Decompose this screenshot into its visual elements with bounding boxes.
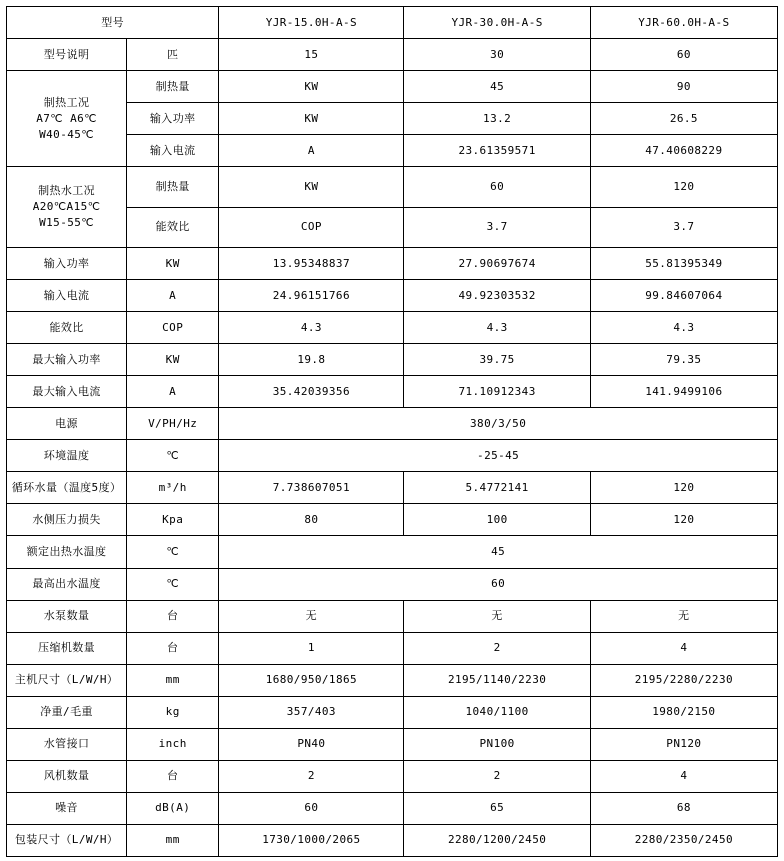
row-value: 60 bbox=[590, 39, 777, 71]
row-value: YJR-15.0H-A-S bbox=[219, 7, 404, 39]
row-value: 80 bbox=[219, 504, 404, 536]
row-unit: KW bbox=[127, 344, 219, 376]
row-label: 水侧压力损失 bbox=[7, 504, 127, 536]
condition-line: 制热水工况 bbox=[38, 184, 96, 198]
row-value: 49.92303532 bbox=[404, 280, 590, 312]
row-value: 2280/1200/2450 bbox=[404, 824, 590, 856]
condition-group-hotwater bbox=[7, 167, 127, 248]
table-row bbox=[7, 472, 778, 504]
row-unit: dB(A) bbox=[127, 792, 219, 824]
row-value: 13.95348837 bbox=[219, 248, 404, 280]
row-label: 水管接口 bbox=[7, 728, 127, 760]
row-label: 循环水量（温度5度） bbox=[7, 472, 127, 504]
table-row bbox=[7, 504, 778, 536]
table-row bbox=[7, 792, 778, 824]
row-unit: kg bbox=[127, 696, 219, 728]
condition-line: A7℃ A6℃ bbox=[36, 111, 97, 125]
row-unit: KW bbox=[127, 248, 219, 280]
row-value-merged: 380/3/50 bbox=[219, 408, 778, 440]
row-value: 4 bbox=[590, 760, 777, 792]
row-value: 90 bbox=[590, 71, 777, 103]
row-value-merged: 60 bbox=[219, 568, 778, 600]
row-value: 无 bbox=[404, 600, 590, 632]
table-row bbox=[7, 760, 778, 792]
row-label: 电源 bbox=[7, 408, 127, 440]
row-unit: KW bbox=[219, 71, 404, 103]
row-unit: 台 bbox=[127, 632, 219, 664]
table-row bbox=[7, 71, 778, 103]
row-label: 水泵数量 bbox=[7, 600, 127, 632]
row-value: 5.4772141 bbox=[404, 472, 590, 504]
condition-line: W15-55℃ bbox=[39, 216, 95, 230]
row-value: 1040/1100 bbox=[404, 696, 590, 728]
row-label: 型号 bbox=[7, 7, 219, 39]
row-value: 19.8 bbox=[219, 344, 404, 376]
row-label: 净重/毛重 bbox=[7, 696, 127, 728]
table-row bbox=[7, 280, 778, 312]
row-value: 26.5 bbox=[590, 103, 777, 135]
row-label: 能效比 bbox=[127, 207, 219, 247]
row-value: 2195/2280/2230 bbox=[590, 664, 777, 696]
row-value: 2 bbox=[219, 760, 404, 792]
row-unit: inch bbox=[127, 728, 219, 760]
row-value: 无 bbox=[219, 600, 404, 632]
row-value: 39.75 bbox=[404, 344, 590, 376]
row-label: 制热量 bbox=[127, 71, 219, 103]
row-value: 120 bbox=[590, 504, 777, 536]
row-value: 4.3 bbox=[219, 312, 404, 344]
row-label: 额定出热水温度 bbox=[7, 536, 127, 568]
table-row bbox=[7, 568, 778, 600]
table-row bbox=[7, 39, 778, 71]
row-label: 环境温度 bbox=[7, 440, 127, 472]
row-value: 60 bbox=[404, 167, 590, 207]
row-value: 357/403 bbox=[219, 696, 404, 728]
row-label: 输入功率 bbox=[127, 103, 219, 135]
row-label: 输入功率 bbox=[7, 248, 127, 280]
row-value: 1 bbox=[219, 632, 404, 664]
row-value: 2280/2350/2450 bbox=[590, 824, 777, 856]
row-value: 141.9499106 bbox=[590, 376, 777, 408]
table-row bbox=[7, 344, 778, 376]
condition-line: A20℃A15℃ bbox=[32, 200, 101, 214]
table-row bbox=[7, 7, 778, 39]
table-row bbox=[7, 632, 778, 664]
row-value: 100 bbox=[404, 504, 590, 536]
row-value: 3.7 bbox=[404, 207, 590, 247]
row-unit: A bbox=[127, 376, 219, 408]
row-unit: COP bbox=[219, 207, 404, 247]
row-value: 71.10912343 bbox=[404, 376, 590, 408]
table-row bbox=[7, 728, 778, 760]
table-row bbox=[7, 824, 778, 856]
row-label: 主机尺寸（L/W/H） bbox=[7, 664, 127, 696]
row-value: 68 bbox=[590, 792, 777, 824]
row-value: 99.84607064 bbox=[590, 280, 777, 312]
row-value: 无 bbox=[590, 600, 777, 632]
row-value: 35.42039356 bbox=[219, 376, 404, 408]
row-value: 2 bbox=[404, 632, 590, 664]
row-value: 3.7 bbox=[590, 207, 777, 247]
row-unit: ℃ bbox=[127, 568, 219, 600]
row-value: PN100 bbox=[404, 728, 590, 760]
row-value: 120 bbox=[590, 472, 777, 504]
row-unit: KW bbox=[219, 167, 404, 207]
row-unit: A bbox=[127, 280, 219, 312]
row-label: 输入电流 bbox=[7, 280, 127, 312]
row-unit: 台 bbox=[127, 760, 219, 792]
row-value: 4 bbox=[590, 632, 777, 664]
row-value: 60 bbox=[219, 792, 404, 824]
row-label: 噪音 bbox=[7, 792, 127, 824]
table-row bbox=[7, 408, 778, 440]
row-label: 能效比 bbox=[7, 312, 127, 344]
row-value: 27.90697674 bbox=[404, 248, 590, 280]
row-value: 4.3 bbox=[404, 312, 590, 344]
condition-line: W40-45℃ bbox=[39, 127, 95, 141]
row-value: 23.61359571 bbox=[404, 135, 590, 167]
row-value: YJR-60.0H-A-S bbox=[590, 7, 777, 39]
row-value: 79.35 bbox=[590, 344, 777, 376]
table-row bbox=[7, 664, 778, 696]
row-unit: ℃ bbox=[127, 440, 219, 472]
row-label: 最高出水温度 bbox=[7, 568, 127, 600]
table-row bbox=[7, 312, 778, 344]
row-label: 风机数量 bbox=[7, 760, 127, 792]
row-label: 最大输入功率 bbox=[7, 344, 127, 376]
row-unit: m³/h bbox=[127, 472, 219, 504]
row-unit: ℃ bbox=[127, 536, 219, 568]
row-label: 包装尺寸（L/W/H） bbox=[7, 824, 127, 856]
row-unit: 匹 bbox=[127, 39, 219, 71]
row-label: 制热量 bbox=[127, 167, 219, 207]
row-value: 45 bbox=[404, 71, 590, 103]
table-row bbox=[7, 167, 778, 207]
row-value: 7.738607051 bbox=[219, 472, 404, 504]
row-value-merged: -25-45 bbox=[219, 440, 778, 472]
row-value: 65 bbox=[404, 792, 590, 824]
row-value: YJR-30.0H-A-S bbox=[404, 7, 590, 39]
table-row bbox=[7, 248, 778, 280]
row-label: 最大输入电流 bbox=[7, 376, 127, 408]
row-unit: 台 bbox=[127, 600, 219, 632]
condition-group-heating bbox=[7, 71, 127, 167]
row-value: PN120 bbox=[590, 728, 777, 760]
specification-table bbox=[6, 6, 778, 857]
row-label: 压缩机数量 bbox=[7, 632, 127, 664]
row-label: 输入电流 bbox=[127, 135, 219, 167]
table-row bbox=[7, 600, 778, 632]
row-value: 120 bbox=[590, 167, 777, 207]
row-value: 24.96151766 bbox=[219, 280, 404, 312]
row-value: 30 bbox=[404, 39, 590, 71]
row-value: 47.40608229 bbox=[590, 135, 777, 167]
row-value-merged: 45 bbox=[219, 536, 778, 568]
row-value: 55.81395349 bbox=[590, 248, 777, 280]
row-unit: mm bbox=[127, 824, 219, 856]
condition-line: 制热工况 bbox=[43, 95, 90, 109]
row-label: 型号说明 bbox=[7, 39, 127, 71]
row-value: 2195/1140/2230 bbox=[404, 664, 590, 696]
row-unit: Kpa bbox=[127, 504, 219, 536]
row-value: 13.2 bbox=[404, 103, 590, 135]
row-unit: KW bbox=[219, 103, 404, 135]
row-value: 4.3 bbox=[590, 312, 777, 344]
row-value: 1680/950/1865 bbox=[219, 664, 404, 696]
row-unit: A bbox=[219, 135, 404, 167]
row-value: 15 bbox=[219, 39, 404, 71]
table-row bbox=[7, 440, 778, 472]
row-value: 2 bbox=[404, 760, 590, 792]
row-unit: mm bbox=[127, 664, 219, 696]
table-row bbox=[7, 376, 778, 408]
row-unit: V/PH/Hz bbox=[127, 408, 219, 440]
table-row bbox=[7, 696, 778, 728]
row-value: PN40 bbox=[219, 728, 404, 760]
row-unit: COP bbox=[127, 312, 219, 344]
row-value: 1730/1000/2065 bbox=[219, 824, 404, 856]
row-value: 1980/2150 bbox=[590, 696, 777, 728]
table-row bbox=[7, 536, 778, 568]
